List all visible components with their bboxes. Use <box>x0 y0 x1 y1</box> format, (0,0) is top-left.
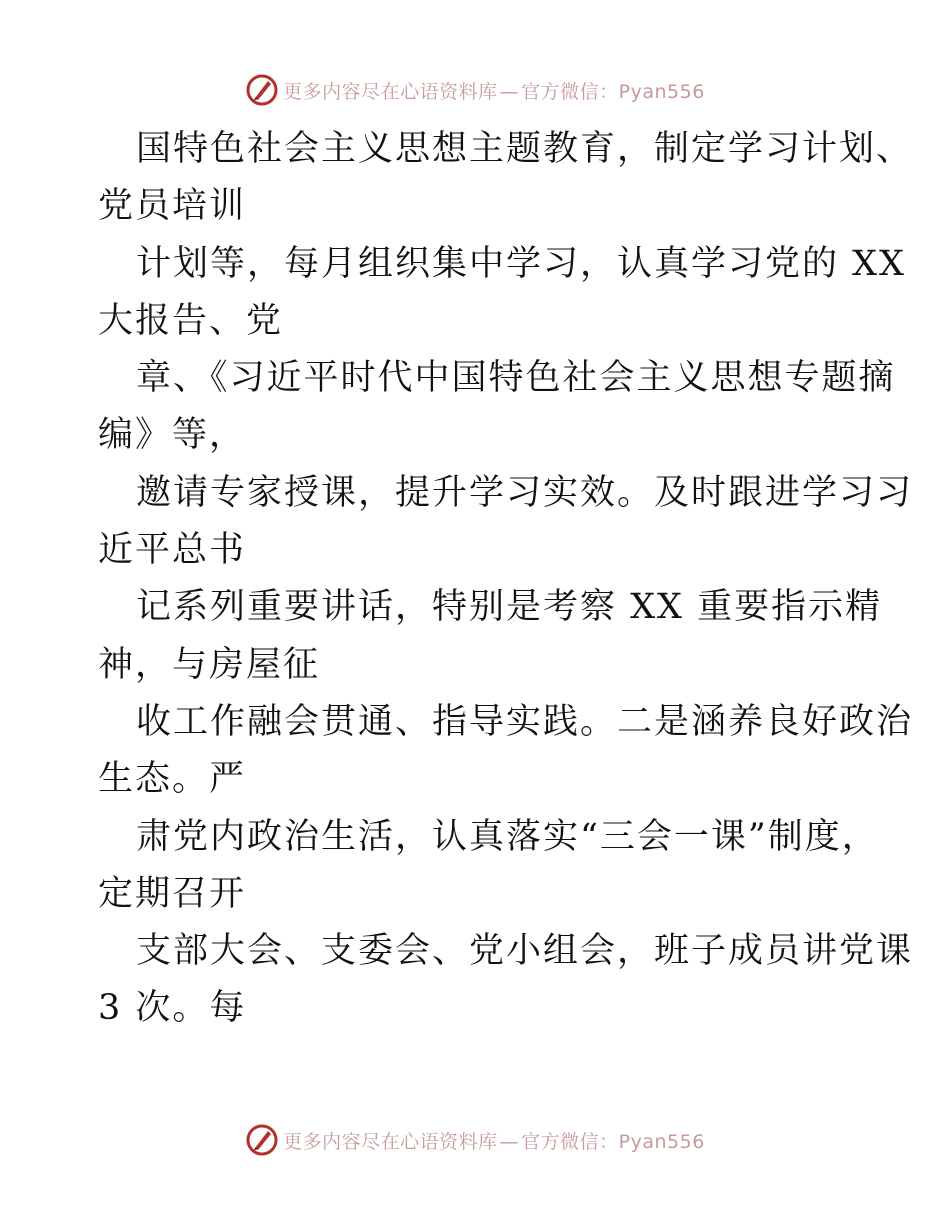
body-line: 近平总书 <box>98 530 247 571</box>
body-line: 章、《习近平时代中国特色社会主义思想专题摘 <box>136 358 896 399</box>
body-line: 编》等， <box>98 415 247 456</box>
body-line: 记系列重要讲话，特别是考察 XX 重要指示精 <box>136 587 883 628</box>
body-line: 肃党内政治生活，认真落实“三会一课”制度， <box>136 816 879 857</box>
body-line: 计划等，每月组织集中学习，认真学习党的 XX <box>136 243 906 284</box>
body-line: 党员培训 <box>98 186 247 227</box>
body-line: 收工作融会贯通、指导实践。二是涵养良好政治 <box>136 701 914 742</box>
body-line: 国特色社会主义思想主题教育，制定学习计划、 <box>136 129 914 169</box>
body-line: 邀请专家授课，提升学习实效。及时跟进学习习 <box>136 472 914 513</box>
body-line: 支部大会、支委会、党小组会，班子成员讲党课 <box>136 931 914 972</box>
header-watermark-slogan: 更多内容尽在心语资料库 <box>283 80 498 103</box>
document-body <box>98 121 914 1038</box>
footer-watermark-text <box>283 1127 705 1154</box>
pen-logo-icon <box>245 73 279 107</box>
body-line: 3 次。每 <box>98 988 247 1029</box>
body-line: 生态。严 <box>98 759 247 800</box>
header-watermark-banner <box>0 70 950 110</box>
header-watermark-text <box>283 77 705 104</box>
body-line: 大报告、党 <box>98 300 284 341</box>
body-line: 定期召开 <box>98 873 247 914</box>
footer-watermark-contact: 官方微信：Pyan556 <box>521 1130 705 1153</box>
header-watermark-contact: 官方微信：Pyan556 <box>521 80 705 103</box>
footer-watermark-banner <box>0 1120 950 1160</box>
header-watermark-dash: — <box>499 80 520 103</box>
body-line: 神，与房屋征 <box>98 644 321 685</box>
footer-watermark-dash: — <box>499 1130 520 1153</box>
pen-logo-icon <box>245 1123 279 1157</box>
footer-watermark-slogan: 更多内容尽在心语资料库 <box>283 1130 498 1153</box>
